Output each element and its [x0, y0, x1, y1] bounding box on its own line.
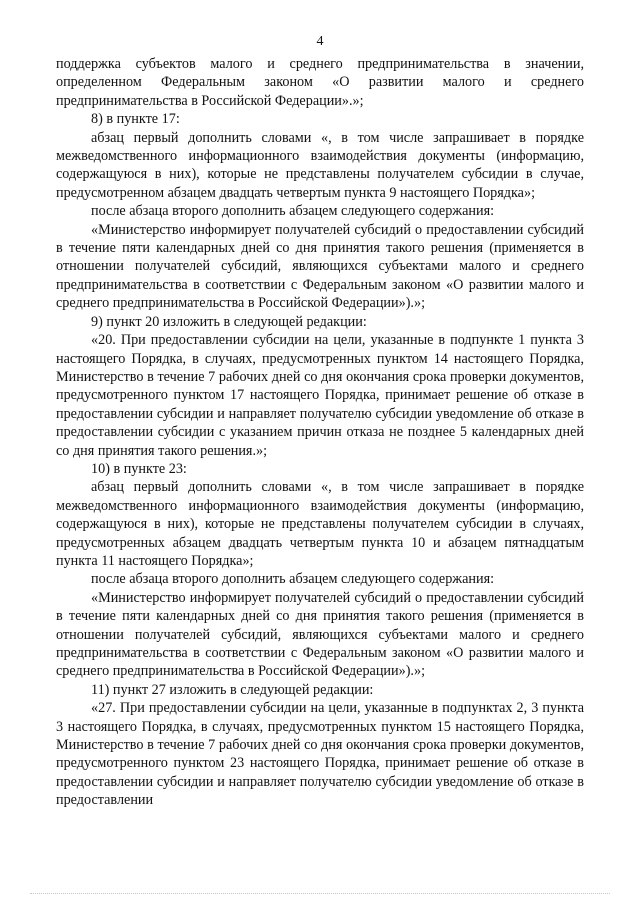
paragraph: «Министерство информирует получателей субсидий о предоставлении субсидий в течение пяти календарных дней со дня принятия такого решения (применяется в отношении получателей субсидий, являющихся субъектами малого и среднего предпринимательства в соответствии с Федеральным законом «О развитии малого и среднего предпринимательства в Российской Федерации»).»; — [56, 589, 584, 680]
paragraph: «27. При предоставлении субсидии на цели, указанные в подпунктах 2, 3 пункта 3 настоящего Порядка, в случаях, предусмотренных пунктом 15 настоящего Порядка, Министерство в течение 7 рабочих дней со дня окончания срока проверки документов, предусмотренного пунктом 23 настоящего Порядка, принимает решение об отказе в предоставлении субсидии и направляет получателю субсидии уведомление об отказе в предоставлении — [56, 700, 584, 809]
paragraph: 8) в пункте 17: — [91, 111, 180, 128]
paragraph: абзац первый дополнить словами «, в том числе запрашивает в порядке межведомственного информационного взаимодействия документы (информацию, содержащуюся в них), которые не представлены получателем субсидии в случаях, предусмотренных абзацем двадцать четвертым пункта 10 и абзацем пятнадцатым пункта 11 настоящего Порядка»; — [56, 479, 584, 569]
page-bottom-edge — [30, 893, 610, 894]
paragraph: «Министерство информирует получателей субсидий о предоставлении субсидий в течение пяти календарных дней со дня принятия такого решения (применяется в отношении получателей субсидий, являющихся субъектами малого и среднего предпринимательства в соответствии с Федеральным законом «О развитии малого и среднего предпринимательства в Российской Федерации»).»; — [56, 221, 584, 312]
paragraph: абзац первый дополнить словами «, в том числе запрашивает в порядке межведомственного информационного взаимодействия документы (информацию, содержащуюся в них), которые не представлены получателем субсидии в случае, предусмотренном абзацем двадцать четвертым пункта 9 настоящего Порядка»; — [56, 129, 584, 201]
paragraph: поддержка субъектов малого и среднего предпринимательства в значении, определенном Федеральным законом «О развитии малого и среднего предпринимательства в Российской Федерации».»; — [56, 56, 584, 109]
document-body — [56, 55, 584, 810]
page-number: 4 — [316, 34, 324, 49]
paragraph: 9) пункт 20 изложить в следующей редакции: — [91, 313, 367, 330]
paragraph: 10) в пункте 23: — [91, 460, 187, 477]
paragraph: после абзаца второго дополнить абзацем следующего содержания: — [91, 571, 495, 588]
paragraph: «20. При предоставлении субсидии на цели, указанные в подпункте 1 пункта 3 настоящего Порядка, в случаях, предусмотренных пунктом 14 настоящего Порядка, Министерство в течение 7 рабочих дней со дня окончания срока проверки документов, предусмотренного пунктом 17 настоящего Порядка, принимает решение об отказе в предоставлении субсидии и направляет получателю субсидии уведомление об отказе в предоставлении субсидии с указанием причин отказа не позднее 5 календарных дней со дня принятия такого решения.»; — [56, 332, 584, 459]
paragraph: 11) пункт 27 изложить в следующей редакции: — [91, 681, 374, 698]
paragraph: после абзаца второго дополнить абзацем следующего содержания: — [91, 203, 495, 220]
